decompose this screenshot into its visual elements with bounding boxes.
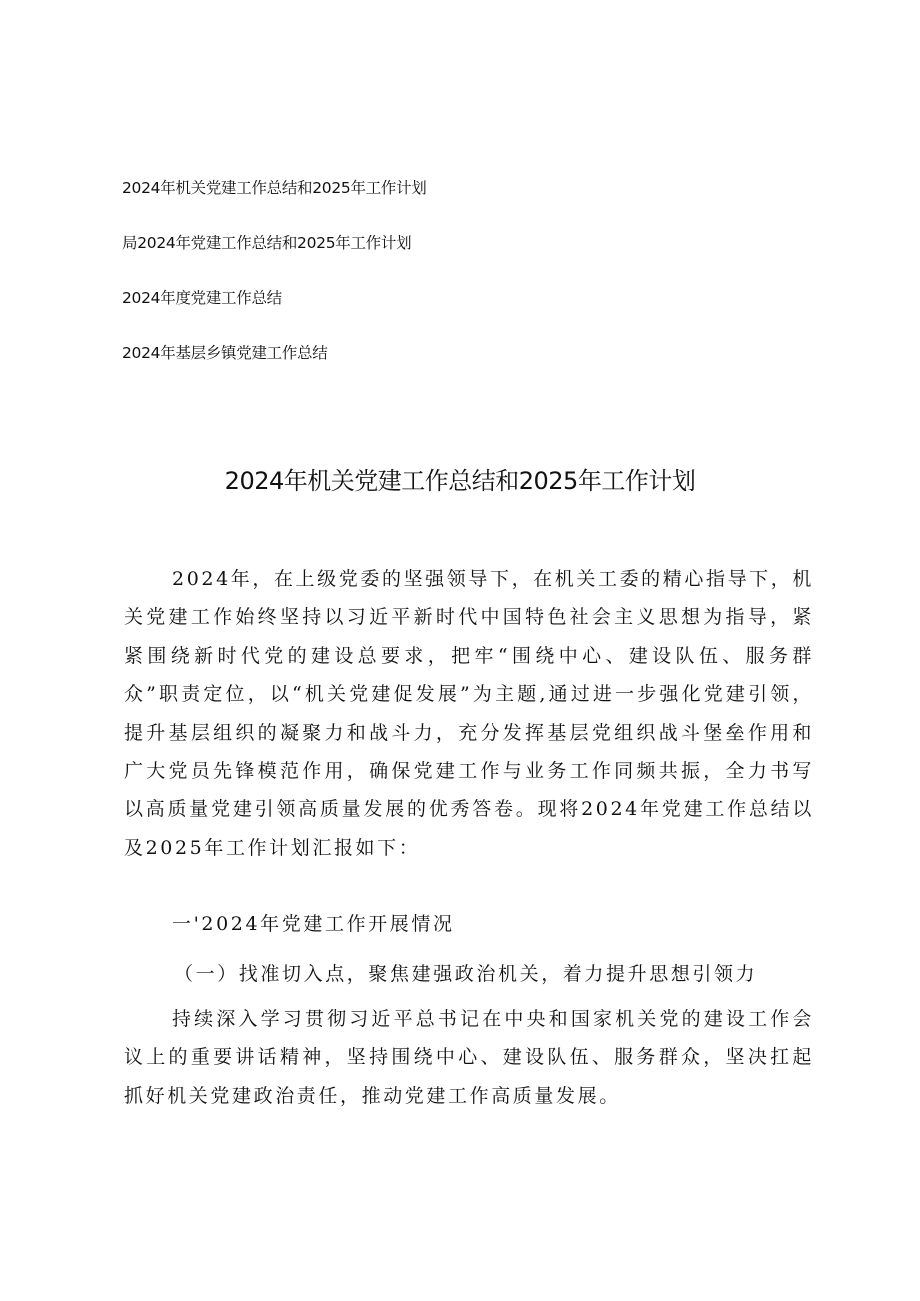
toc-item[interactable]: 局2024年党建工作总结和2025年工作计划 (122, 234, 412, 252)
toc-item[interactable]: 2024年机关党建工作总结和2025年工作计划 (122, 179, 427, 197)
document-title: 2024年机关党建工作总结和2025年工作计划 (224, 467, 696, 495)
subsection-paragraph: 持续深入学习贯彻习近平总书记在中央和国家机关党的建设工作会议上的重要讲话精神，坚持围绕中心、建设队伍、服务群众，坚决扛起抓好机关党建政治责任，推动党建工作高质量发展。 (124, 1008, 814, 1107)
toc-item[interactable]: 2024年度党建工作总结 (122, 289, 282, 307)
subsection-heading: （一）找准切入点，聚焦建强政治机关，着力提升思想引领力 (174, 963, 758, 985)
table-of-contents (122, 178, 822, 398)
section-heading: 一'2024年党建工作开展情况 (172, 913, 455, 935)
toc-item[interactable]: 2024年基层乡镇党建工作总结 (122, 344, 328, 362)
intro-paragraph: 2024年，在上级党委的坚强领导下，在机关工委的精心指导下，机关党建工作始终坚持以习近平新时代中国特色社会主义思想为指导，紧紧围绕新时代党的建设总要求，把牢“围绕中心、建设队伍、服务群众”职责定位，以“机关党建促发展”为主题,通过进一步强化党建引领，提升基层组织的凝聚力和战斗力，充分发挥基层党组织战斗堡垒作用和广大党员先锋模范作用，确保党建工作与业务工作同频共振，全力书写以高质量党建引领高质量发展的优秀答卷。现将2024年党建工作总结以及2025年工作计划汇报如下： (124, 568, 814, 859)
